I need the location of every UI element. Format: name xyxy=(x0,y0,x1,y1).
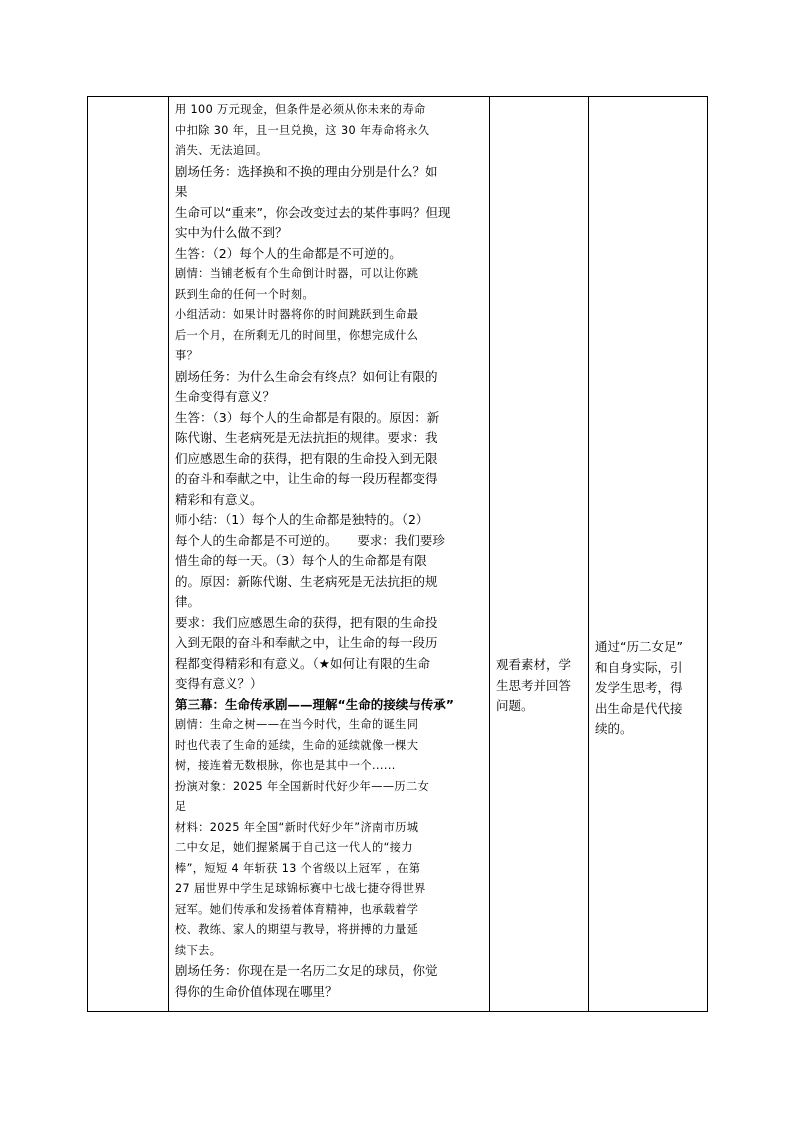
content-line: 用 100 万元现金，但条件是必须从你未来的寿命 xyxy=(175,103,426,116)
content-line: 材料：2025 年全国“新时代好少年”济南市历城 xyxy=(175,820,419,834)
content-line: 剧场任务：你现在是一名历二女足的球员，你觉 xyxy=(175,963,438,978)
content-line: 树，接连着无数根脉，你也是其中一个...... xyxy=(175,759,396,772)
content-line: 剧场任务：选择换和不换的理由分别是什么？如 xyxy=(175,163,438,179)
content-line: 得你的生命价值体现在哪里？ xyxy=(175,983,338,999)
design-intent-cell xyxy=(589,97,708,1012)
content-line: 生答：（3）每个人的生命都是有限的。原因：新 xyxy=(175,409,440,425)
blank-cell xyxy=(88,97,169,1012)
content-line: 扮演对象：2025 年全国新时代好少年——历二女 xyxy=(175,779,430,793)
content-line: 事？ xyxy=(175,349,199,362)
content-line: 陈代谢、生老病死是无法抗拒的规律。要求：我 xyxy=(175,430,438,445)
content-line: 生答：（2）每个人的生命都是不可逆的。 xyxy=(175,245,402,261)
content-line: 要求：我们应感恩生命的获得，把有限的生命投 xyxy=(175,614,438,630)
teaching-content-cell xyxy=(169,97,490,1012)
content-line: 每个人的生命都是不可逆的。 要求：我们要珍 xyxy=(175,532,445,548)
content-line: 程都变得精彩和有意义。（★如何让有限的生命 xyxy=(175,655,430,671)
content-line: 果 xyxy=(175,184,188,199)
content-line: 剧情：当铺老板有个生命倒计时器，可以让你跳 xyxy=(175,267,419,280)
student-activity-cell xyxy=(490,97,589,1012)
content-line: 冠军。她们传承和发扬着体育精神，也承载着学 xyxy=(175,902,419,916)
content-line: 变得有意义？） xyxy=(175,676,263,691)
content-line: 校、教练、家人的期望与教导，将拼搏的力量延 xyxy=(175,923,419,936)
content-line: 跃到生命的任何一个时刻。 xyxy=(175,287,315,301)
content-line: 们应感恩生命的获得，把有限的生命投入到无限 xyxy=(175,450,438,466)
content-line: 精彩和有意义。 xyxy=(175,491,263,507)
content-line: 后一个月，在所剩无几的时间里，你想完成什么 xyxy=(175,328,419,342)
content-line: 消失、无法追回。 xyxy=(175,144,268,157)
content-line: 生命变得有意义？ xyxy=(175,389,276,404)
design-intent-text: 通过“历二女足” 和自身实际，引 发学生思考，得 出生命是代代接 续的。 xyxy=(595,639,683,736)
content-line: 足 xyxy=(175,800,187,813)
content-line: 实中为什么做不到？ xyxy=(175,225,288,240)
content-line: 剧情：生命之树——在当今时代，生命的诞生同 xyxy=(175,718,419,731)
content-line: 中扣除 30 年，且一旦兑换，这 30 年寿命将永久 xyxy=(175,123,430,137)
content-line: 27 届世界中学生足球锦标赛中七战七捷夺得世界 xyxy=(175,882,426,895)
lesson-plan-table xyxy=(87,96,708,1012)
content-line: 的。原因：新陈代谢、生老病死是无法抗拒的规 xyxy=(175,573,438,589)
content-line: 律。 xyxy=(175,594,201,609)
content-line: 二中女足，她们握紧属于自己这一代人的“接力 xyxy=(175,841,413,854)
content-line: 生命可以“重来”，你会改变过去的某件事吗？但现 xyxy=(175,204,451,220)
content-line: 小组活动：如果计时器将你的时间跳跃到生命最 xyxy=(175,308,419,321)
content-line: 剧场任务：为什么生命会有终点？如何让有限的 xyxy=(175,368,438,384)
content-line: 的奋斗和奉献之中，让生命的每一段历程都变得 xyxy=(175,471,438,486)
content-line: 时也代表了生命的延续，生命的延续就像一棵大 xyxy=(175,738,419,752)
table-row xyxy=(88,97,708,1012)
student-activity-text: 观看素材，学 生思考并回答 问题。 xyxy=(496,657,572,713)
content-line: 师小结：（1）每个人的生命都是独特的。（2） xyxy=(175,512,429,527)
content-line: 续下去。 xyxy=(175,943,222,957)
content-line: 第三幕：生命传承剧——理解“生命的接续与传承” xyxy=(175,696,454,712)
teaching-content xyxy=(169,97,489,1002)
content-line: 棒”，短短 4 年斩获 13 个省级以上冠军 ，在第 xyxy=(175,861,421,875)
content-line: 入到无限的奋斗和奉献之中，让生命的每一段历 xyxy=(175,635,438,650)
content-line: 惜生命的每一天。（3）每个人的生命都是有限 xyxy=(175,553,427,568)
